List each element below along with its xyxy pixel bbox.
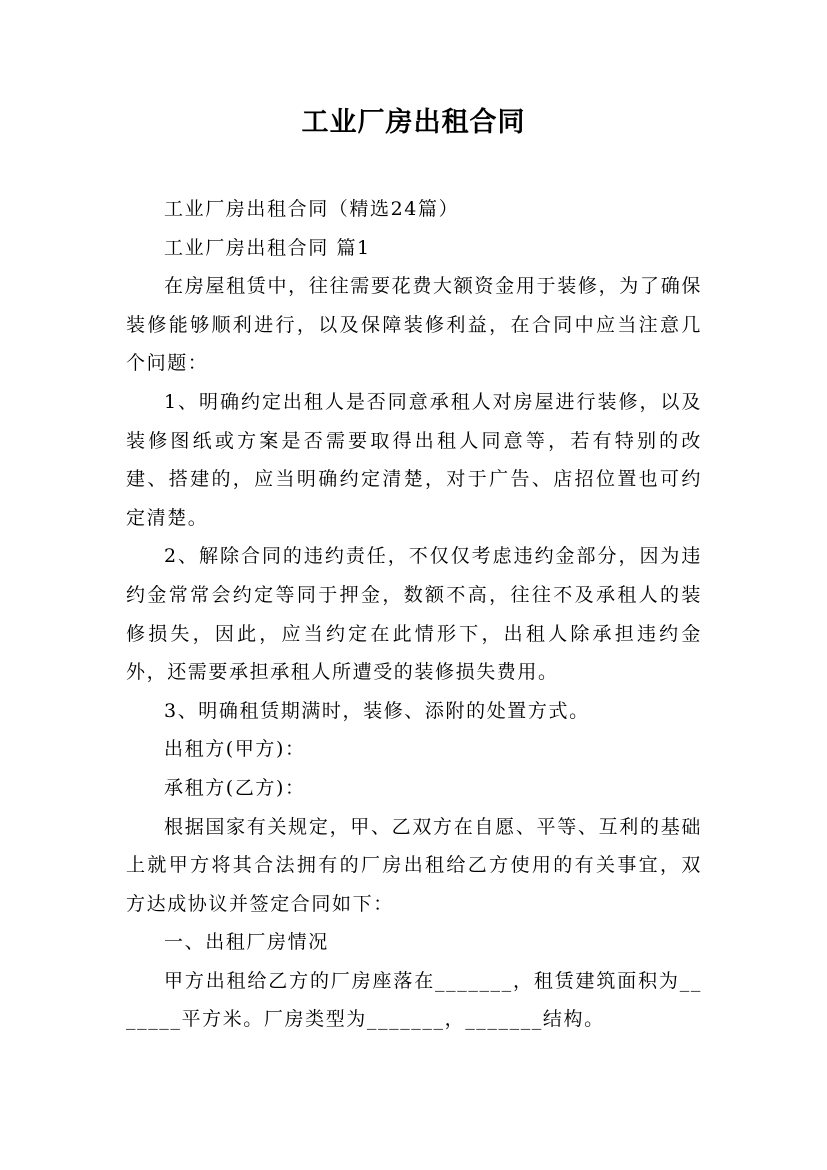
paragraph-point-3: 3、明确租赁期满时，装修、添附的处置方式。 xyxy=(164,699,590,722)
document-body xyxy=(126,190,702,1039)
paragraph-intro: 在房屋租赁中，往往需要花费大额资金用于装修，为了确保装修能够顺利进行，以及保障装修利益，在合同中应当注意几个问题： xyxy=(126,275,702,375)
document-title: 工业厂房出租合同 xyxy=(301,107,526,138)
paragraph-lessor: 出租方(甲方)： xyxy=(164,738,306,761)
paragraph-point-1: 1、明确约定出租人是否同意承租人对房屋进行装修，以及装修图纸或方案是否需要取得出租人同意等，若有特别的改建、搭建的，应当明确约定清楚，对于广告、店招位置也可约定清楚。 xyxy=(126,390,702,529)
paragraph-clause-heading: 一、出租厂房情况 xyxy=(164,931,329,954)
paragraph-property-details: 甲方出租给乙方的厂房座落在_______，租赁建筑面积为_______平方米。厂房类型为_______，_______结构。 xyxy=(126,969,702,1031)
paragraph-section-heading: 工业厂房出租合同 篇1 xyxy=(164,236,371,259)
paragraph-lessee: 承租方(乙方)： xyxy=(164,776,306,799)
paragraph-agreement-basis: 根据国家有关规定，甲、乙双方在自愿、平等、互利的基础上就甲方将其合法拥有的厂房出租给乙方使用的有关事宜，双方达成协议并签定合同如下： xyxy=(126,815,702,915)
paragraph-subtitle: 工业厂房出租合同（精选24篇） xyxy=(164,198,460,220)
paragraph-point-2: 2、解除合同的违约责任，不仅仅考虑违约金部分，因为违约金常常会约定等同于押金，数额不高，往往不及承租人的装修损失，因此，应当约定在此情形下，出租人除承担违约金外，还需要承担承租人所遭受的装修损失费用。 xyxy=(126,545,702,684)
